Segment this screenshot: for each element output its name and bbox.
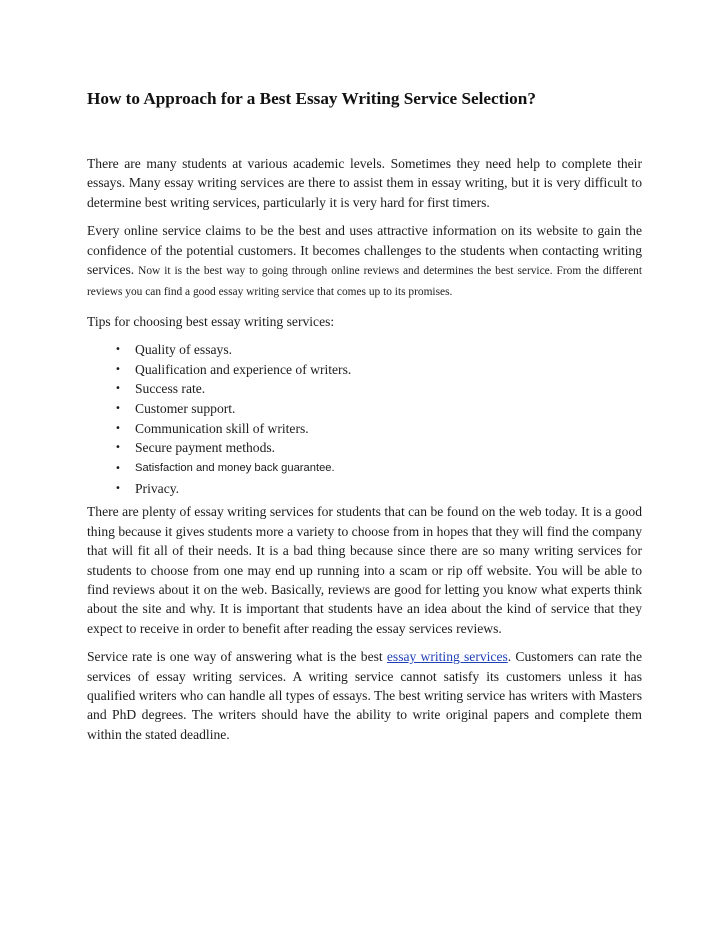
list-item: [87, 360, 642, 380]
bullet-icon: •: [115, 482, 121, 494]
list-item-text: Quality of essays.: [135, 342, 233, 358]
bullet-icon: •: [115, 344, 121, 356]
list-item: [87, 458, 642, 479]
list-item-text: Privacy.: [135, 480, 180, 496]
list-item-text: Communication skill of writers.: [135, 420, 309, 436]
tips-list: [87, 340, 642, 498]
list-item: [87, 399, 642, 419]
paragraph-online-services-text: Every online service claims to be the best and uses attractive information on its website to gain the confidence of the potential customers. It becomes challenges to the students when contacting writing services.: [87, 223, 642, 278]
list-item: [87, 379, 642, 399]
paragraph-online-services-small-text: Now it is the best way to going through online reviews and determines the best service. From the different reviews you can find a good essay writing service that comes up to its promises.: [87, 265, 642, 299]
list-item-text: Customer support.: [135, 401, 236, 417]
list-item-text: Success rate.: [135, 381, 206, 397]
document-body: [87, 88, 642, 753]
list-item: [87, 438, 642, 458]
bullet-icon: •: [115, 383, 121, 395]
tips-heading: Tips for choosing best essay writing services:: [87, 313, 335, 329]
paragraph-service-rate: [87, 647, 642, 744]
list-item-text: Qualification and experience of writers.: [135, 361, 352, 377]
paragraph-plenty-services: There are plenty of essay writing services for students that can be found on the web today. It is a good thing because it gives students more a variety to choose from in hopes that they will find the company that will fit all of their needs. It is a bad thing because since there are so many writing services for students to choose from one may end up running into a scam or rip off website. You will be able to find reviews about it on the web. Basically, reviews are good for letting you know what experts think about the site and why. It is important that students have an idea about the kind of service that they expect to receive in order to benefit after reading the essay services reviews.: [87, 504, 642, 636]
list-item: [87, 479, 642, 499]
list-item: [87, 340, 642, 360]
bullet-icon: •: [115, 403, 121, 415]
bullet-icon: •: [115, 363, 121, 375]
list-item-text: Satisfaction and money back guarantee.: [135, 461, 335, 474]
paragraph-online-services: [87, 221, 642, 303]
list-item: [87, 419, 642, 439]
paragraph-service-rate-text-rest: . Customers can rate the services of essay writing services. A writing service cannot satisfy its customers unless it has qualified writers who can handle all types of essays. The best writing service has writers with Masters and PhD degrees. The writers should have the ability to write original papers and complete them within the stated deadline.: [87, 649, 642, 742]
bullet-icon: •: [115, 462, 121, 474]
essay-writing-services-link[interactable]: essay writing services: [386, 649, 508, 665]
paragraph-intro: There are many students at various academic levels. Sometimes they need help to complete their essays. Many essay writing services are there to assist them in essay writing, but it is very difficult to determine best writing services, particularly it is very hard for first timers.: [87, 156, 642, 210]
bullet-icon: •: [115, 442, 121, 454]
bullet-icon: •: [115, 422, 121, 434]
paragraph-service-rate-text: Service rate is one way of answering what is the best: [87, 649, 387, 665]
list-item-text: Secure payment methods.: [135, 440, 276, 456]
document-title: How to Approach for a Best Essay Writing Service Selection?: [87, 89, 536, 108]
